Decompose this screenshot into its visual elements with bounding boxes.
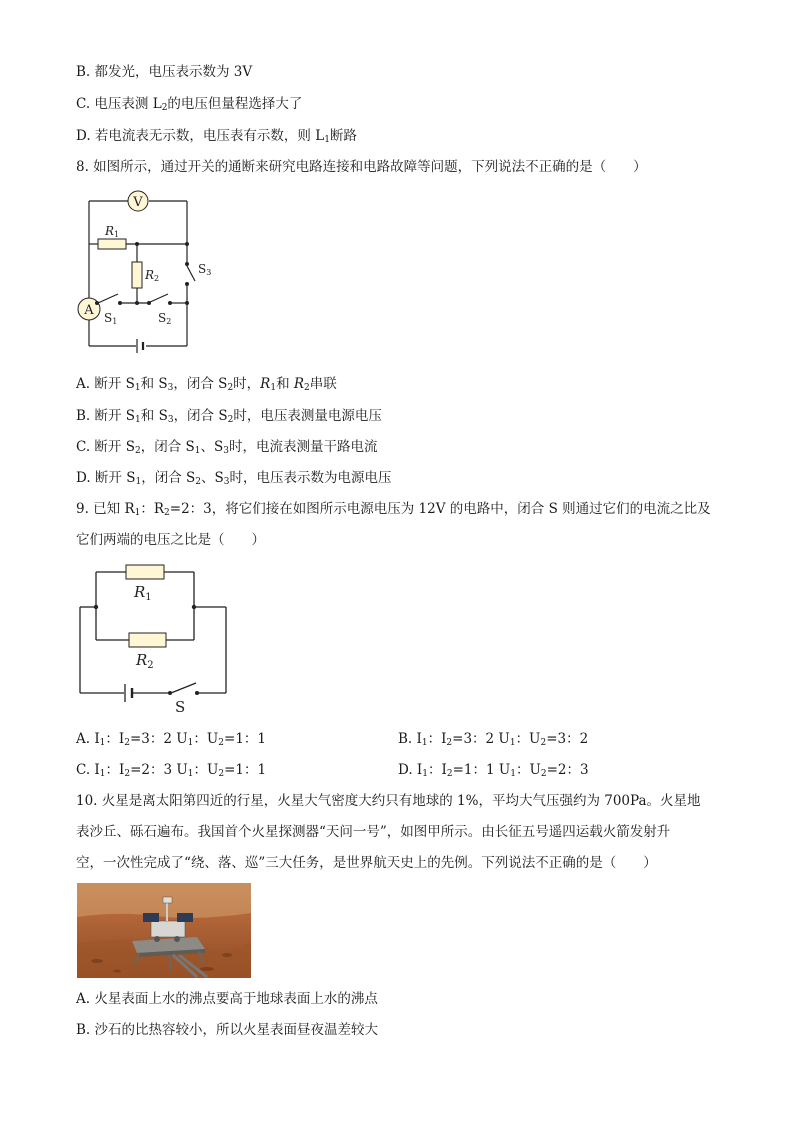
mars-lander-photo <box>77 883 251 978</box>
q10-stem-line3: 空，一次性完成了“绕、落、巡”三大任务，是世界航天史上的先例。下列说法不正确的是（ ） <box>76 855 657 871</box>
q9-r1-resistor <box>126 565 164 579</box>
q9-option-b: B. $I_1$：$I_2=3$：2 $U_1$：$U_2=3$：2 <box>398 731 589 748</box>
q9-circuit-diagram <box>76 562 236 717</box>
q10-stem-line1: 10. 火星是离太阳第四近的行星，火星大气密度大约只有地球的 1%，平均大气压强约为 700Pa。火星地 <box>76 793 701 809</box>
q9-option-c: C. $I_1$：$I_2=2$：3 $U_1$：$U_2=1$：1 <box>76 762 267 779</box>
q8-option-c: C. 断开 $S_2$，闭合 $S_1$、$S_3$时，电流表测量干路电流 <box>76 439 378 456</box>
q8-s1-label: S1 <box>104 311 118 326</box>
q7-option-b: B. 都发光，电压表示数为 3V <box>76 64 253 80</box>
q9-r2-resistor <box>129 633 166 647</box>
q7-option-c: C. 电压表测 $L_2$的电压但量程选择大了 <box>76 96 303 113</box>
q9-stem-line2: 它们两端的电压之比是（ ） <box>76 532 265 548</box>
q8-r2-label: R2 <box>145 268 160 283</box>
q9-option-d: D. $I_1$：$I_2=1$：1 $U_1$：$U_2=2$：3 <box>398 762 589 779</box>
q8-option-d: D. 断开 $S_1$，闭合 $S_2$、$S_3$时，电压表示数为电源电压 <box>76 470 392 487</box>
q8-option-b: B. 断开 $S_1$和 $S_3$，闭合 $S_2$时，电压表测量电源电压 <box>76 408 382 425</box>
q9-stem-line1: 9. 已知 $R_1$：$R_2=2$：3，将它们接在如图所示电源电压为 12V 的电路中，闭合 S 则通过它们的电流之比及 <box>76 501 711 518</box>
q8-stem: 8. 如图所示，通过开关的通断来研究电路连接和电路故障等问题，下列说法不正确的是（ ） <box>76 159 647 175</box>
q8-r1-label: R1 <box>105 224 120 239</box>
q9-r2-label: $R_2$ <box>136 651 154 671</box>
q10-option-a: A. 火星表面上水的沸点要高于地球表面上水的沸点 <box>76 991 378 1007</box>
q9-option-a: A. $I_1$：$I_2=3$：2 $U_1$：$U_2=1$：1 <box>76 731 267 748</box>
svg-text:V: V <box>133 195 143 210</box>
q7-option-d: D. 若电流表无示数，电压表有示数，则 $L_1$断路 <box>76 128 357 145</box>
q8-r2-resistor <box>132 262 142 288</box>
q9-s-label: S <box>175 698 186 716</box>
q10-option-b: B. 沙石的比热容较小，所以火星表面昼夜温差较大 <box>76 1022 379 1038</box>
q9-r1-label: $R_1$ <box>134 583 152 603</box>
q8-r1-resistor <box>98 239 126 249</box>
q10-stem-line2: 表沙丘、砾石遍布。我国首个火星探测器“天问一号”，如图甲所示。由长征五号遥四运载火箭发射升 <box>76 824 671 840</box>
svg-text:A: A <box>84 303 94 318</box>
q8-s2-label: S2 <box>158 311 172 326</box>
q8-s3-label: S3 <box>198 262 212 277</box>
q8-circuit-diagram <box>76 188 216 358</box>
q8-option-a: A. 断开 $S_1$和 $S_3$，闭合 $S_2$时，$R_1$和 $R_2$串联 <box>76 376 337 393</box>
